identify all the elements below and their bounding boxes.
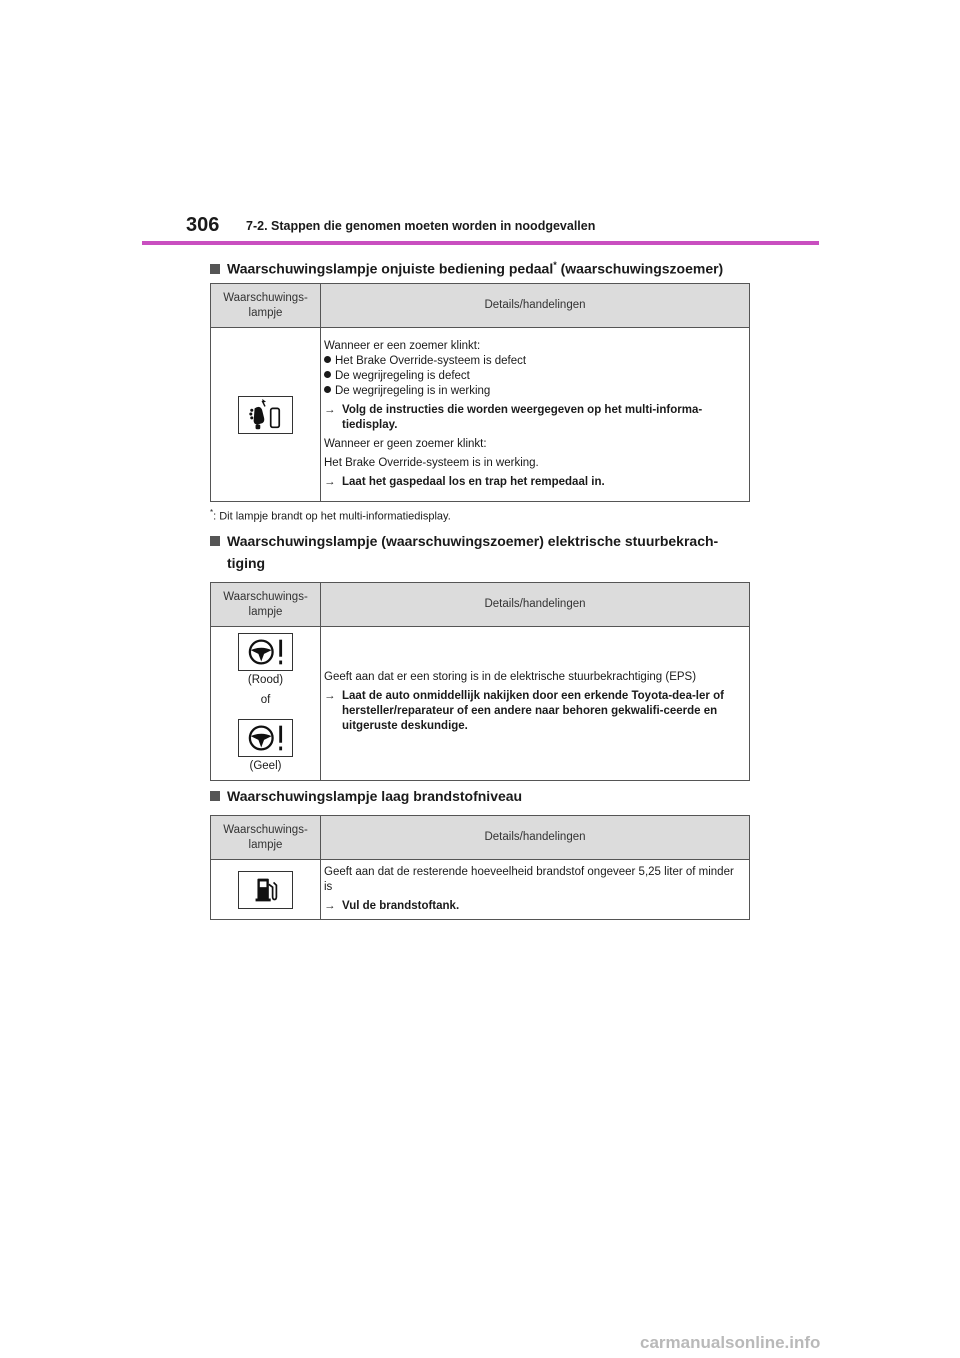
section-title-text: Waarschuwingslampje onjuiste bediening pedaal	[227, 260, 554, 277]
col-header-lamp: Waarschuwings-lampje	[211, 284, 321, 328]
status-text: Het Brake Override-systeem is in werking.	[324, 457, 539, 469]
section-title-eps	[210, 530, 750, 574]
list-item: De wegrijregeling is in werking	[324, 384, 743, 399]
table-header-row	[211, 583, 750, 627]
section-title-text: Waarschuwingslampje (waarschuwingszoemer) elektrische stuurbekrach-tiging	[227, 533, 719, 571]
lamp-caption-red: (Rood)	[247, 674, 284, 686]
no-buzzer-intro: Wanneer er geen zoemer klinkt:	[324, 438, 487, 450]
bullet-dot-icon	[324, 371, 331, 378]
list-item: Het Brake Override-systeem is defect	[324, 354, 743, 369]
col-header-lamp: Waarschuwings-lampje	[211, 583, 321, 627]
arrow-icon: →	[324, 689, 336, 702]
lamp-cell	[211, 860, 321, 920]
section-title-pedal	[210, 254, 750, 280]
fuel-pump-icon	[238, 871, 293, 909]
table-row	[211, 627, 750, 781]
eps-warning-icon	[238, 719, 293, 757]
warning-table-eps	[210, 582, 750, 781]
action-instruction: → Vul de brandstoftank.	[324, 900, 460, 912]
footnote	[210, 508, 451, 523]
eps-warning-icon	[238, 633, 293, 671]
header-rule	[142, 241, 819, 245]
footnote-mark: *	[210, 508, 214, 517]
col-header-details: Details/handelingen	[321, 284, 750, 328]
page-number: 306	[186, 214, 220, 236]
section-bullet-square	[210, 264, 220, 274]
table-header-row	[211, 816, 750, 860]
buzzer-intro: Wanneer er een zoemer klinkt:	[324, 340, 481, 352]
detail-text: Geeft aan dat de resterende hoeveelheid brandstof ongeveer 5,25 liter of minder is	[324, 866, 734, 893]
table-row	[211, 328, 750, 502]
list-item: De wegrijregeling is defect	[324, 369, 743, 384]
bullet-dot-icon	[324, 356, 331, 363]
lamp-caption-yellow: (Geel)	[249, 760, 282, 772]
col-header-details: Details/handelingen	[321, 816, 750, 860]
col-header-lamp: Waarschuwings-lampje	[211, 816, 321, 860]
lamp-or: of	[260, 694, 271, 706]
arrow-icon: →	[324, 900, 336, 912]
section-title-text: Waarschuwingslampje laag brandstofniveau	[227, 788, 523, 804]
table-header-row	[211, 284, 750, 328]
section-title-fuel	[210, 785, 750, 807]
table-row	[211, 860, 750, 920]
section-title-suffix: (waarschuwingszoemer)	[556, 260, 724, 277]
chapter-title: 7-2. Stappen die genomen moeten worden in noodgevallen	[246, 219, 596, 233]
details-cell	[321, 328, 750, 502]
action-instruction: → Laat het gaspedaal los en trap het rempedaal in.	[324, 476, 605, 488]
warning-table-fuel	[210, 815, 750, 920]
detail-text: Geeft aan dat er een storing is in de elektrische stuurbekrachtiging (EPS)	[324, 670, 697, 683]
action-instruction: → Laat de auto onmiddellijk nakijken door een erkende Toyota-dea-ler of hersteller/reparateur of een andere naar behoren gekwalifi-ceerde en uitgeruste deskundige.	[324, 689, 724, 732]
bullet-dot-icon	[324, 386, 331, 393]
footnote-text: : Dit lampje brandt op het multi-informatiedisplay.	[213, 510, 451, 523]
arrow-icon: →	[324, 404, 336, 416]
watermark: carmanualsonline.info	[640, 1333, 821, 1352]
warning-table-pedal	[210, 283, 750, 502]
section-bullet-square	[210, 791, 220, 801]
lamp-cell	[211, 627, 321, 781]
footnote-marker: *	[553, 260, 557, 270]
section-bullet-square	[210, 536, 220, 546]
details-cell	[321, 627, 750, 781]
lamp-cell	[211, 328, 321, 502]
pedal-misoperation-icon	[238, 396, 293, 434]
arrow-icon: →	[324, 476, 336, 488]
action-instruction: → Volg de instructies die worden weergegeven op het multi-informa-tiedisplay.	[324, 404, 703, 431]
col-header-details: Details/handelingen	[321, 583, 750, 627]
details-cell	[321, 860, 750, 920]
